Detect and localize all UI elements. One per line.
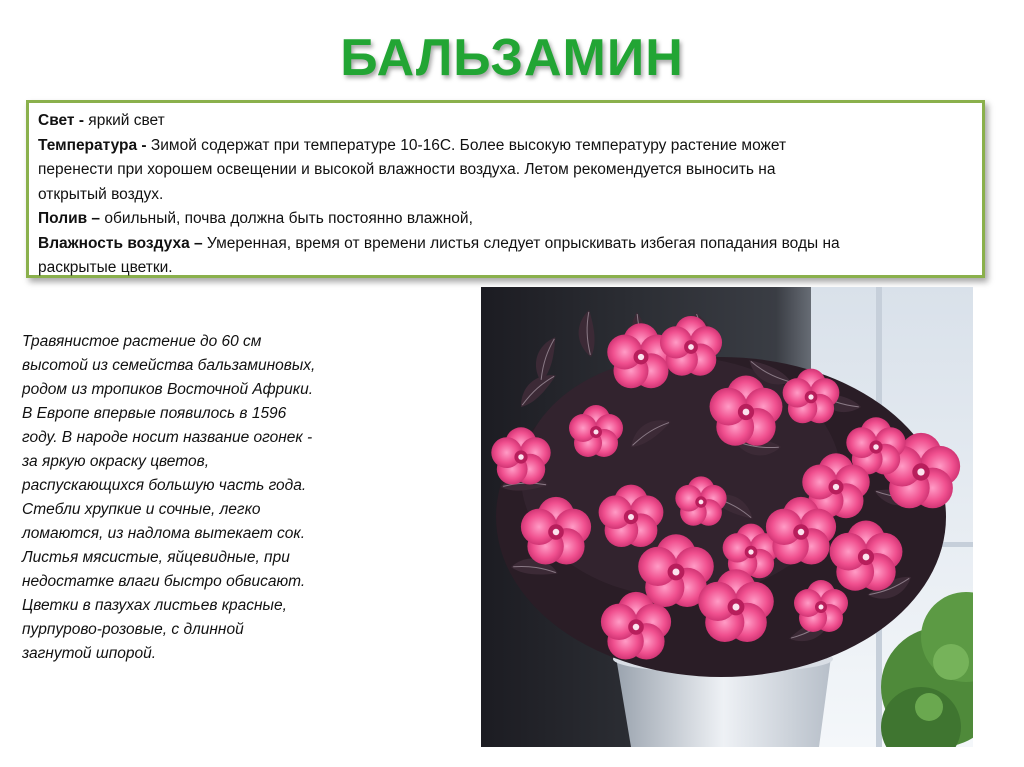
description-line: распускающихся большую часть года. (22, 477, 307, 494)
watering-label: Полив – (38, 210, 101, 227)
watering-text: обильный, почва должна быть постоянно влажной, (100, 210, 473, 227)
description-line: В Европе впервые появилось в 1596 (22, 405, 287, 422)
balsam-photo-illustration (481, 287, 973, 747)
slide-title: БАЛЬЗАМИН (340, 29, 684, 87)
temperature-line (38, 134, 972, 159)
description-line: пурпурово-розовые, с длинной (22, 621, 244, 638)
description-line: году. В народе носит название огонек - (22, 429, 313, 446)
humidity-line (38, 232, 972, 257)
temperature-label: Температура - (38, 136, 147, 154)
description-line: загнутой шпорой. (22, 645, 157, 662)
description-line: ломаются, из надлома вытекает сок. (22, 525, 306, 542)
description-line: Травянистое растение до 60 см (22, 333, 262, 350)
temperature-line-3: открытый воздух. (38, 185, 164, 203)
humidity-text: Умеренная, время от времени листья следует опрыскивать избегая попадания воды на (202, 234, 840, 252)
plant-description (22, 330, 382, 666)
temperature-line-2: перенести при хорошем освещении и высокой влажности воздуха. Летом рекомендуется выносить на (38, 161, 776, 178)
description-line: Цветки в пазухах листьев красные, (22, 597, 287, 614)
description-line: Листья мясистые, яйцевидные, при (22, 549, 290, 566)
description-line: за яркую окраску цветов, (22, 453, 210, 470)
humidity-line-2: раскрытые цветки. (38, 259, 173, 276)
watering-line (38, 207, 972, 232)
balsam-photo (481, 287, 973, 747)
description-line: Стебли хрупкие и сочные, легко (22, 501, 261, 518)
description-line: высотой из семейства бальзаминовых, (22, 357, 316, 374)
temperature-text: Зимой содержат при температуре 10-16С. Более высокую температуру растение может (146, 136, 787, 154)
description-line: недостатке влаги быстро обвисают. (22, 573, 306, 590)
care-info-box (26, 100, 985, 278)
humidity-label: Влажность воздуха – (38, 234, 203, 252)
light-text: яркий свет (84, 112, 165, 129)
light-label: Свет - (38, 112, 84, 129)
description-line: родом из тропиков Восточной Африки. (22, 381, 314, 398)
light-line (38, 109, 972, 134)
